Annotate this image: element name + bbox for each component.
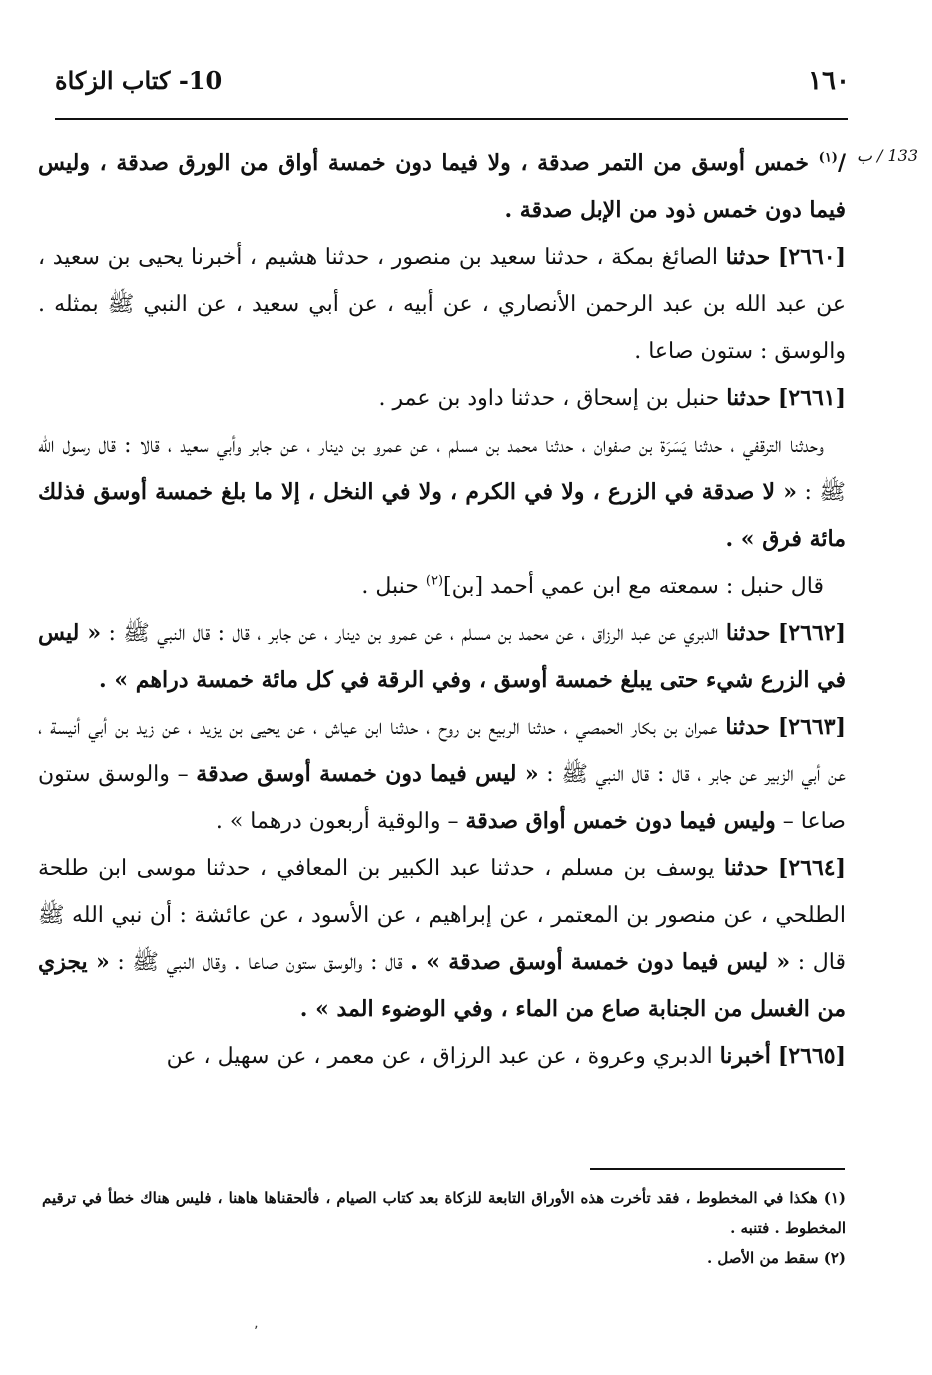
note-text-end: حنبل . bbox=[361, 574, 426, 599]
main-text bbox=[38, 140, 846, 1080]
hanbal-note bbox=[38, 563, 846, 610]
footnote-2: (٢) سقط من الأصل . bbox=[706, 1249, 846, 1267]
hadith-number: [٢٦٦٣] bbox=[777, 714, 846, 740]
hadith-lead: حدثنا bbox=[725, 714, 771, 740]
hadith-number: [٢٦٦٢] bbox=[777, 620, 846, 646]
chapter-title: 10- كتاب الزكاة bbox=[55, 66, 223, 95]
matn-text: « ليس في الزرع شيء حتى يبلغ خمسة أوسق ، وفي الرقة في كل مائة خمسة دراهم » . bbox=[38, 620, 846, 693]
isnad-text: الدبري وعروة ، عن عبد الرزاق ، عن معمر ، عن سهيل ، عن bbox=[166, 1044, 713, 1069]
manuscript-folio-note: 133 / ب bbox=[856, 146, 918, 165]
hadith-2665 bbox=[38, 1033, 846, 1080]
footnote-rule bbox=[590, 1168, 845, 1170]
isnad-text: حنبل بن إسحاق ، حدثنا داود بن عمر . bbox=[378, 386, 720, 411]
hadith-2661 bbox=[38, 375, 846, 422]
matn-text-continued: وليس فيما دون خمس أواق صدقة bbox=[465, 808, 776, 834]
hadith-2660 bbox=[38, 234, 846, 375]
paragraph-continuation bbox=[38, 140, 846, 234]
hadith-lead: حدثنا bbox=[726, 385, 771, 411]
hadith-2662 bbox=[38, 610, 846, 704]
isnad-text: الصائغ بمكة ، حدثنا سعيد بن منصور ، حدثنا هشيم ، أخبرنا يحيى بن سعيد ، عن عبد الله بن عبد الرحمن الأنصاري ، عن أبيه ، عن أبي سعيد ، عن النبي ﷺ بمثله . والوسق : ستون صاعا . bbox=[38, 245, 846, 364]
matn-text: « ليس فيما دون خمسة أوسق صدقة bbox=[196, 761, 539, 787]
footnote-1: (١) هكذا في المخطوط ، فقد تأخرت هذه الأوراق التابعة للزكاة بعد كتاب الصيام ، فألحقناها هاهنا ، فليس هناك خطأ في ترقيم المخطوط . فتنبه . bbox=[42, 1189, 846, 1237]
folio-marker: / bbox=[837, 150, 846, 176]
hadith-lead: حدثنا bbox=[723, 855, 769, 881]
matn-text: « ليس فيما دون خمسة أوسق صدقة » . bbox=[410, 949, 791, 975]
hadith-2664 bbox=[38, 845, 846, 1033]
hadith-number: [٢٦٦٤] bbox=[777, 855, 846, 881]
hadith-number: [٢٦٦٠] bbox=[777, 244, 846, 270]
page-number: ١٦٠ bbox=[808, 66, 850, 96]
inline-gloss: – والوسق ستون صاعا – bbox=[38, 762, 846, 834]
footnote-ref-2: (٢) bbox=[425, 573, 444, 589]
isnad-text: يوسف بن مسلم ، حدثنا عبد الكبير بن المعافي ، حدثنا موسى ابن طلحة الطلحي ، عن منصور بن المعتمر ، عن إبراهيم ، عن الأسود ، عن عائشة : أن نبي الله ﷺ قال : bbox=[38, 856, 846, 975]
footnotes bbox=[42, 1183, 846, 1273]
hadith-number: [٢٦٦١] bbox=[777, 385, 846, 411]
hadith-lead: أخبرنا bbox=[719, 1043, 771, 1069]
hadith-text: خمس أوسق من التمر صدقة ، ولا فيما دون خمسة أواق من الورق صدقة ، وليس فيما دون خمس ذود من الإبل صدقة . bbox=[38, 150, 846, 223]
isnad-text-continued: قال : والوسق ستون صاعا . وقال النبي ﷺ : bbox=[117, 950, 403, 975]
footnote-ref-1: (١) bbox=[818, 150, 838, 166]
hadith-2661-second-chain bbox=[38, 422, 846, 563]
header-rule bbox=[55, 118, 848, 120]
matn-text: « لا صدقة في الزرع ، ولا في الكرم ، ولا في النخل ، إلا ما بلغ خمسة أوسق فذلك مائة فرق » . bbox=[38, 479, 846, 552]
isnad-text: الدبري عن عبد الرزاق ، عن محمد بن مسلم ، عن عمرو بن دينار ، عن جابر ، قال : قال النبي ﷺ : bbox=[108, 621, 719, 646]
isnad-text: وحدثنا الترقفي ، حدثنا يَسَرَة بن صفوان ، حدثنا محمد بن مسلم ، عن عمرو بن دينار ، عن جابر وأبي سعيد ، قالا : قال رسول الله ﷺ : bbox=[38, 433, 846, 505]
matn-text-second: « يجزي من الغسل من الجنابة صاع من الماء ، وفي الوضوء المد » . bbox=[38, 949, 846, 1022]
inline-gloss-end: – والوقية أربعون درهما » . bbox=[215, 809, 459, 834]
stray-ink-mark: ٬ bbox=[254, 1324, 259, 1340]
hadith-2663 bbox=[38, 704, 846, 845]
note-text: قال حنبل : سمعته مع ابن عمي أحمد [بن] bbox=[443, 574, 824, 599]
isnad-text: عمران بن بكار الحمصي ، حدثنا الربيع بن روح ، حدثنا ابن عياش ، عن يحيى بن يزيد ، عن زيد بن أبي أنيسة ، عن أبي الزبير عن جابر ، قال : قال النبي ﷺ : bbox=[38, 715, 847, 787]
hadith-number: [٢٦٦٥] bbox=[777, 1043, 846, 1069]
hadith-lead: حدثنا bbox=[725, 244, 771, 270]
hadith-lead: حدثنا bbox=[725, 620, 771, 646]
